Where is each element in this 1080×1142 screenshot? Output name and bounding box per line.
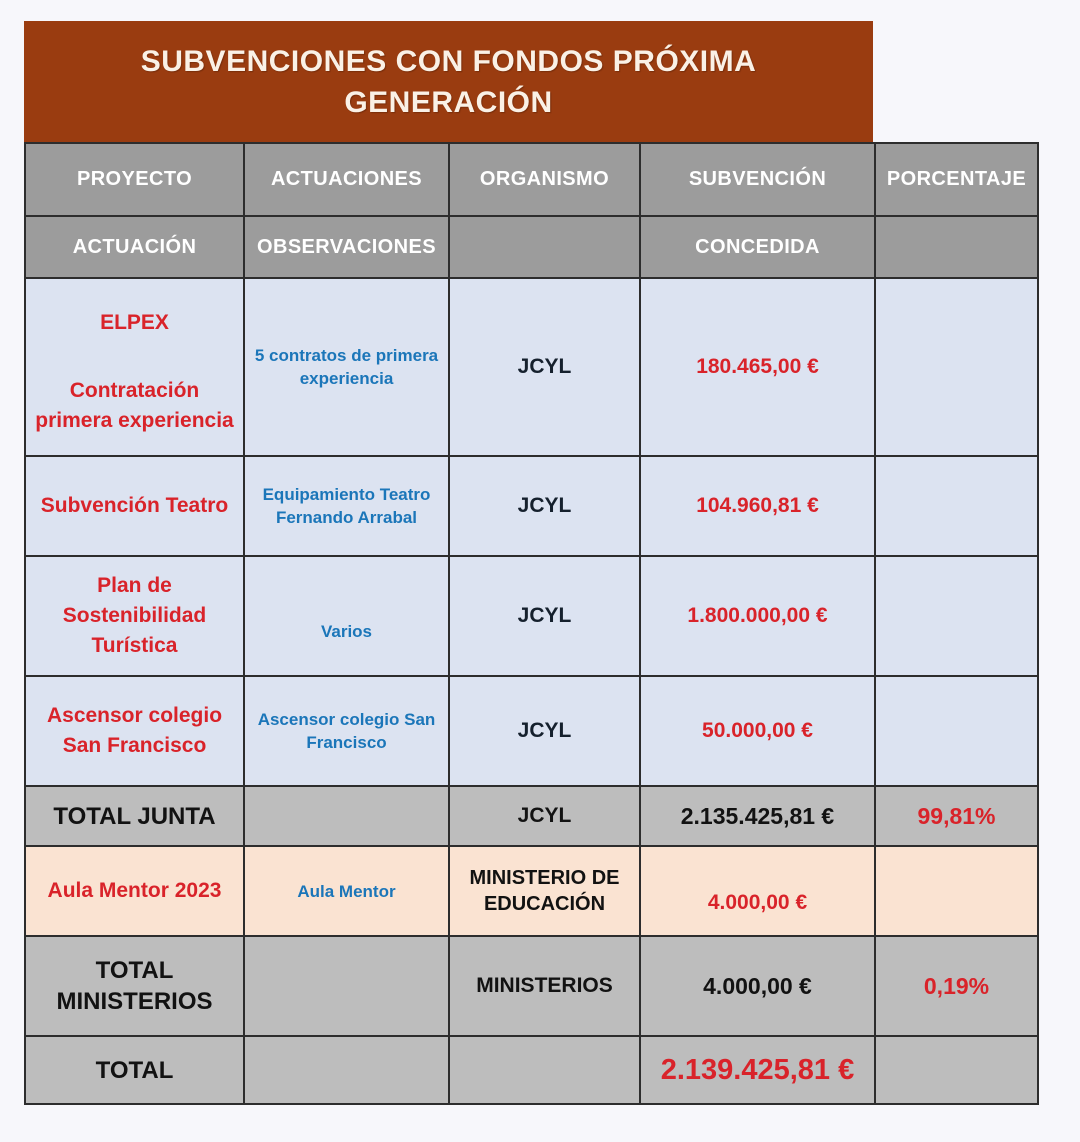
header-porcentaje: PORCENTAJE — [875, 143, 1038, 216]
cell-organismo: MINISTERIOS — [449, 936, 640, 1036]
cell-proyecto: TOTAL — [25, 1036, 244, 1104]
cell-actuaciones: Ascensor colegio San Francisco — [244, 676, 449, 786]
total-row-ministerios — [25, 936, 1038, 1036]
cell-porcentaje — [875, 846, 1038, 936]
cell-organismo: JCYL — [449, 278, 640, 456]
cell-actuaciones: Aula Mentor — [244, 846, 449, 936]
cell-organismo: JCYL — [449, 556, 640, 676]
header-actuaciones: ACTUACIONES — [244, 143, 449, 216]
proyecto-label: Contratación primera experiencia — [35, 379, 234, 432]
header-concedida: CONCEDIDA — [640, 216, 875, 278]
header-organismo: ORGANISMO — [449, 143, 640, 216]
header-empty — [875, 216, 1038, 278]
cell-subvencion: 4.000,00 € — [640, 846, 875, 936]
cell-subvencion: 2.135.425,81 € — [640, 786, 875, 846]
cell-actuaciones — [244, 936, 449, 1036]
cell-porcentaje — [875, 278, 1038, 456]
cell-porcentaje: 0,19% — [875, 936, 1038, 1036]
proyecto-subtitle: ELPEX — [100, 311, 169, 334]
cell-porcentaje — [875, 456, 1038, 556]
cell-organismo: JCYL — [449, 456, 640, 556]
cell-actuaciones: Equipamiento Teatro Fernando Arrabal — [244, 456, 449, 556]
total-row-grand — [25, 1036, 1038, 1104]
cell-subvencion: 104.960,81 € — [640, 456, 875, 556]
cell-porcentaje — [875, 676, 1038, 786]
cell-organismo: JCYL — [449, 786, 640, 846]
cell-proyecto: Ascensor colegio San Francisco — [25, 676, 244, 786]
header-subvencion: SUBVENCIÓN — [640, 143, 875, 216]
total-row-junta — [25, 786, 1038, 846]
table-row — [25, 456, 1038, 556]
page-title-line2: GENERACIÓN — [344, 85, 553, 119]
cell-porcentaje: 99,81% — [875, 786, 1038, 846]
cell-porcentaje — [875, 1036, 1038, 1104]
title-banner — [24, 21, 873, 142]
cell-porcentaje — [875, 556, 1038, 676]
table-header-row-1 — [25, 143, 1038, 216]
cell-proyecto: Subvención Teatro — [25, 456, 244, 556]
cell-actuaciones — [244, 1036, 449, 1104]
cell-subvencion: 1.800.000,00 € — [640, 556, 875, 676]
header-empty — [449, 216, 640, 278]
cell-subvencion: 180.465,00 € — [640, 278, 875, 456]
page-title-line1: SUBVENCIONES CON FONDOS PRÓXIMA — [140, 44, 757, 78]
header-proyecto: PROYECTO — [25, 143, 244, 216]
cell-proyecto: Aula Mentor 2023 — [25, 846, 244, 936]
highlight-row-aula-mentor — [25, 846, 1038, 936]
header-actuacion: ACTUACIÓN — [25, 216, 244, 278]
table-row — [25, 556, 1038, 676]
table-header-row-2 — [25, 216, 1038, 278]
cell-proyecto: Plan de Sostenibilidad Turística — [25, 556, 244, 676]
cell-subvencion: 50.000,00 € — [640, 676, 875, 786]
header-observaciones: OBSERVACIONES — [244, 216, 449, 278]
cell-proyecto — [25, 278, 244, 456]
cell-actuaciones — [244, 786, 449, 846]
subsidies-table — [24, 142, 1039, 1105]
cell-subvencion: 2.139.425,81 € — [640, 1036, 875, 1104]
table-row — [25, 278, 1038, 456]
spacer — [32, 338, 237, 376]
table-row — [25, 676, 1038, 786]
cell-organismo: JCYL — [449, 676, 640, 786]
cell-proyecto: TOTAL JUNTA — [25, 786, 244, 846]
cell-subvencion: 4.000,00 € — [640, 936, 875, 1036]
cell-organismo — [449, 1036, 640, 1104]
cell-organismo: MINISTERIO DE EDUCACIÓN — [449, 846, 640, 936]
cell-proyecto: TOTAL MINISTERIOS — [25, 936, 244, 1036]
cell-actuaciones: Varios — [244, 556, 449, 676]
cell-actuaciones: 5 contratos de primera experiencia — [244, 278, 449, 456]
